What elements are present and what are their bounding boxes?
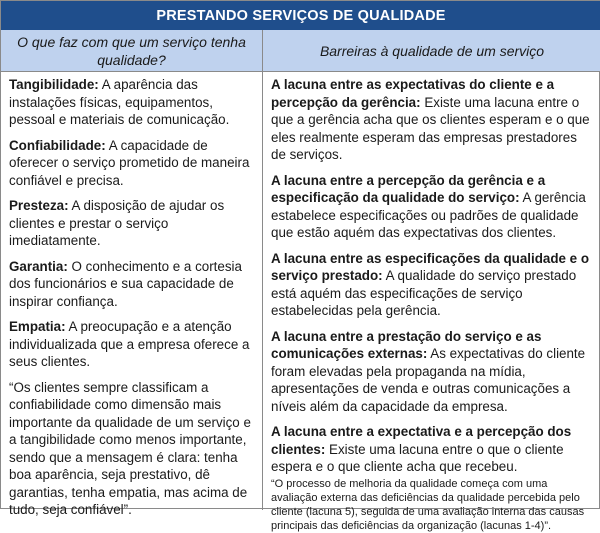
quality-gap bbox=[271, 423, 595, 476]
gap-text: A qualidade do serviço prestado está aquém das especificações de serviço estabelecidas pela gerência. bbox=[271, 268, 577, 318]
dimension-text: A disposição de ajudar os clientes e prestar o serviço imediatamente. bbox=[9, 198, 225, 248]
dimension-term: Tangibilidade: bbox=[9, 77, 99, 92]
dimension-text: A preocupação e a atenção individualizada que a empresa oferece a seus clientes. bbox=[9, 319, 250, 369]
left-quote: “Os clientes sempre classificam a confiabilidade como dimensão mais importante da qualidade de um serviço e a tangibilidade como menos importante, sendo que a mensagem é clara: tenha boa aparência, seja prestativo, dê garantias, tenha empatia, mas acima de tudo, seja confiável”. bbox=[9, 379, 251, 517]
header-row bbox=[1, 30, 600, 72]
dimension-text: A aparência das instalações físicas, equipamentos, pessoal e materiais de comunicação. bbox=[9, 77, 230, 127]
quality-dimension bbox=[9, 137, 256, 190]
gap-text: Existe uma lacuna entre o que a gerência acha que os clientes esperam e o que eles realmente esperam das empresas prestadores de serviços. bbox=[271, 94, 590, 162]
table-title: PRESTANDO SERVIÇOS DE QUALIDADE bbox=[1, 1, 600, 30]
dimension-text: O conhecimento e a cortesia dos funcionários e sua capacidade de inspirar confiança. bbox=[9, 258, 242, 309]
quality-dimension bbox=[9, 76, 256, 129]
right-column bbox=[263, 72, 600, 532]
dimension-text: A capacidade de oferecer o serviço prometido de maneira confiável e precisa. bbox=[9, 137, 250, 188]
gap-term: A lacuna entre as especificações da qualidade e o serviço prestado: bbox=[271, 250, 590, 283]
quality-gap bbox=[271, 250, 595, 320]
quality-dimension bbox=[9, 197, 256, 250]
gap-term: A lacuna entre as expectativas do cliente e a percepção da gerência: bbox=[271, 77, 555, 110]
left-column bbox=[1, 72, 263, 517]
quality-gap bbox=[271, 172, 595, 242]
gap-text: As expectativas do cliente foram elevadas pela propaganda na mídia, apresentações de venda e outras comunicações a níveis além da capacidade da empresa. bbox=[271, 346, 586, 414]
quality-gap bbox=[271, 76, 595, 164]
dimension-term: Garantia: bbox=[9, 258, 68, 274]
gap-text: A gerência estabelece especificações ou padrões de qualidade que estão aquém das expectativas dos clientes. bbox=[271, 190, 586, 240]
right-quote: “O processo de melhoria da qualidade começa com uma avaliação externa das deficiências da qualidade percebida pelo cliente (lacuna 5), seguida de uma avaliação interna das causas principais das deficiências da organização (lacunas 1-4)”. bbox=[271, 477, 585, 532]
header-left: O que faz com que um serviço tenha qualidade? bbox=[1, 30, 263, 72]
dimension-term: Confiabilidade: bbox=[9, 137, 106, 153]
gap-term: A lacuna entre a expectativa e a percepção dos clientes: bbox=[271, 424, 572, 457]
quality-dimension bbox=[9, 318, 256, 371]
gap-term: A lacuna entre a prestação do serviço e as comunicações externas: bbox=[271, 328, 542, 361]
quality-dimension bbox=[9, 258, 256, 311]
gap-term: A lacuna entre a percepção da gerência e a especificação da qualidade do serviço: bbox=[271, 172, 546, 205]
gap-text: Existe uma lacuna entre o que o cliente espera e o que cliente acha que recebeu. bbox=[271, 441, 564, 474]
dimension-term: Empatia: bbox=[9, 319, 66, 334]
header-right: Barreiras à qualidade de um serviço bbox=[319, 43, 545, 59]
quality-gap bbox=[271, 328, 595, 416]
dimension-term: Presteza: bbox=[9, 198, 69, 213]
